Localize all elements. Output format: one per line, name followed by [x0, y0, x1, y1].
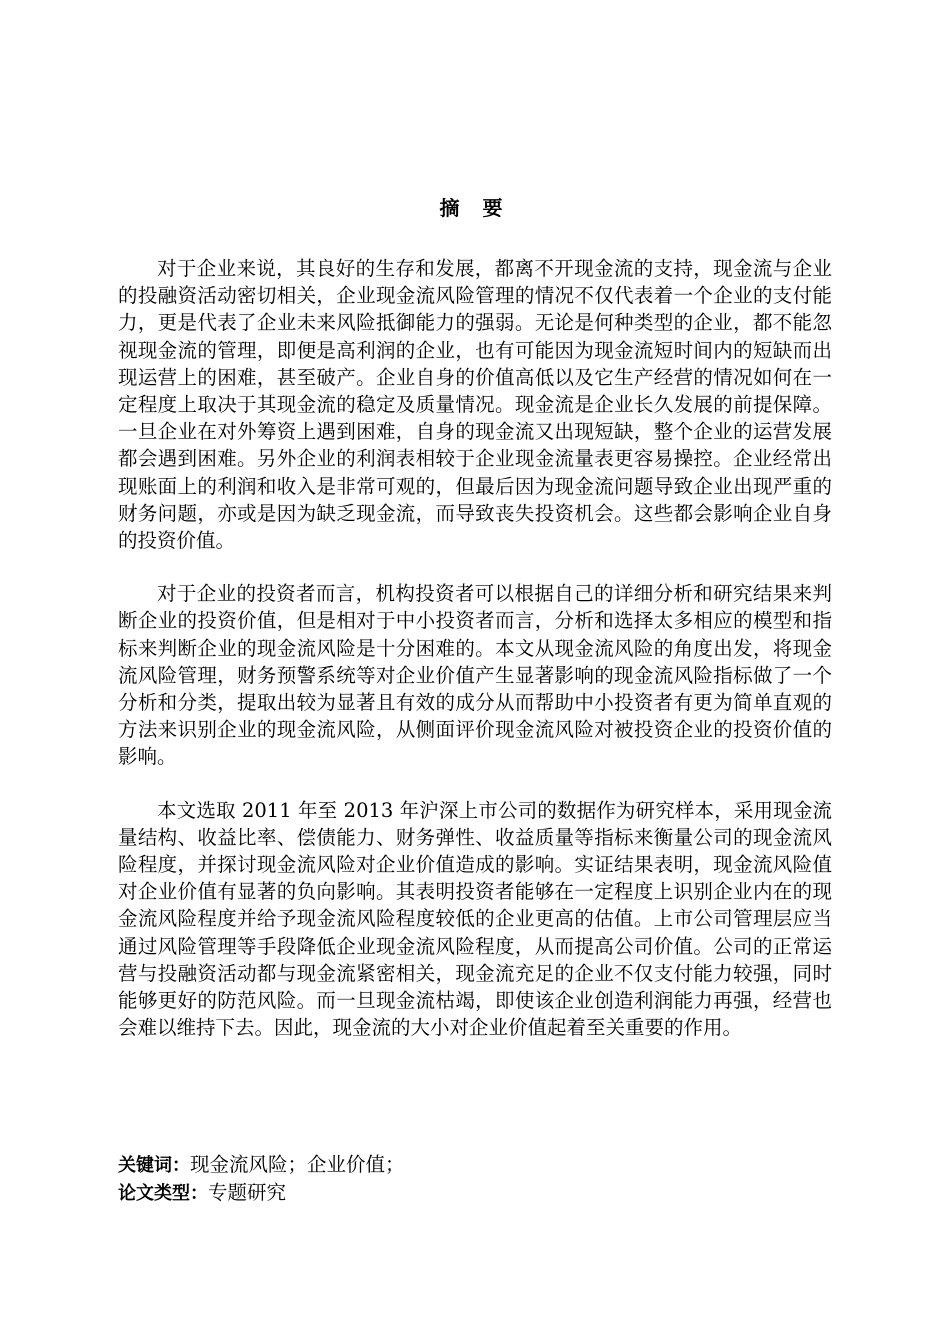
paper-type-value: 专题研究 [208, 1181, 287, 1204]
abstract-paragraph-1: 对于企业来说，其良好的生存和发展，都离不开现金流的支持，现金流与企业的投融资活动密切相关，企业现金流风险管理的情况不仅代表着一个企业的支付能力，更是代表了企业未来风险抵御能力的强弱。无论是何种类型的企业，都不能忽视现金流的管理，即便是高利润的企业，也有可能因为现金流短时间内的短缺而出现运营上的困难，甚至破产。企业自身的价值高低以及它生产经营的情况如何在一定程度上取决于其现金流的稳定及质量情况。现金流是企业长久发展的前提保障。一旦企业在对外筹资上遇到困难，自身的现金流又出现短缺，整个企业的运营发展都会遇到困难。另外企业的利润表相较于企业现金流量表更容易操控。企业经常出现账面上的利润和收入是非常可观的，但最后因为现金流问题导致企业出现严重的财务问题，亦或是因为缺乏现金流，而导致丧失投资机会。这些都会影响企业自身的投资价值。 [118, 257, 832, 553]
paper-type-label: 论文类型： [118, 1183, 208, 1204]
paper-type-line [118, 1179, 832, 1207]
abstract-meta [118, 1151, 832, 1207]
abstract-title: 摘 要 [439, 196, 511, 220]
abstract-paragraph-3: 本文选取 2011 年至 2013 年沪深上市公司的数据作为研究样本，采用现金流量结构、收益比率、偿债能力、财务弹性、收益质量等指标来衡量公司的现金流风险程度，并探讨现金流风险对企业价值造成的影响。实证结果表明，现金流风险值对企业价值有显著的负向影响。其表明投资者能够在一定程度上识别企业内在的现金流风险程度并给予现金流风险程度较低的企业更高的估值。上市公司管理层应当通过风险管理等手段降低企业现金流风险程度，从而提高公司价值。公司的正常运营与投融资活动都与现金流紧密相关，现金流充足的企业不仅支付能力较强，同时能够更好的防范风险。而一旦现金流枯竭，即使该企业创造利润能力再强，经营也会难以维持下去。因此，现金流的大小对企业价值起着至关重要的作用。 [118, 798, 832, 1040]
abstract-body [118, 255, 832, 1041]
abstract-paragraph-2: 对于企业的投资者而言，机构投资者可以根据自己的详细分析和研究结果来判断企业的投资价值，但是相对于中小投资者而言，分析和选择太多相应的模型和指标来判断企业的现金流风险是十分困难的。本文从现金流风险的角度出发，将现金流风险管理，财务预警系统等对企业价值产生显著影响的现金流风险指标做了一个分析和分类，提取出较为显著且有效的成分从而帮助中小投资者有更为简单直观的方法来识别企业的现金流风险，从侧面评价现金流风险对被投资企业的投资价值的影响。 [118, 582, 832, 769]
keywords-value: 现金流风险；企业价值； [190, 1153, 405, 1176]
keywords-label: 关键词： [118, 1155, 190, 1176]
keywords-line [118, 1151, 832, 1179]
